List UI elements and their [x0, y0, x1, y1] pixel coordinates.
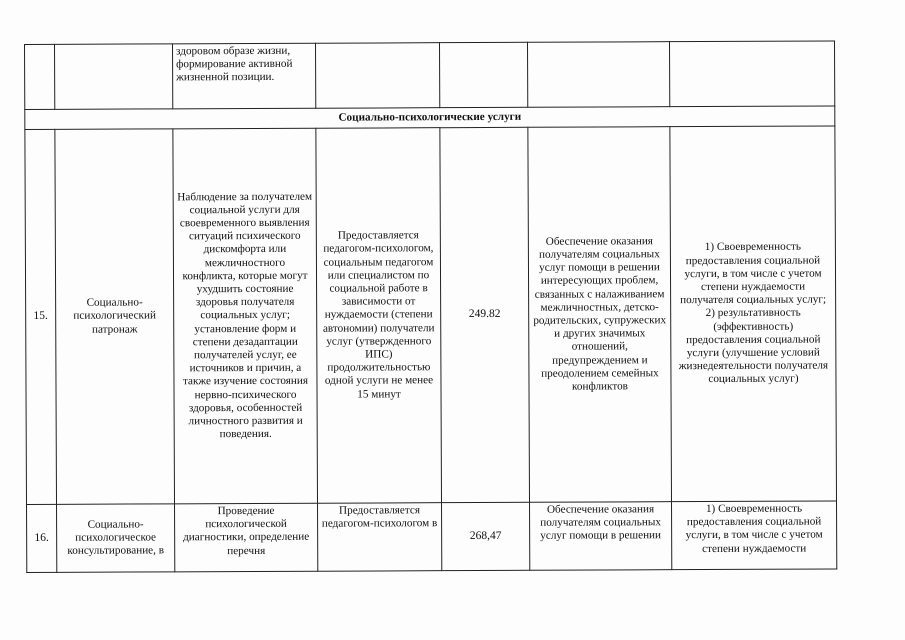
service-indicators: 1) Своевременность предоставления социальной услуги, в том числе с учетом степени нуждаемости получателя социальных услуг; 2) результативность (эффективность) предоставления социальной услуги (улучшение условий жизнедеятельности получателя социальных услуг) — [670, 126, 837, 502]
service-name: Социально-психологический патронаж — [55, 129, 175, 505]
service-results — [527, 42, 669, 108]
service-price — [439, 42, 527, 107]
row-number — [25, 44, 55, 109]
service-price: 249.82 — [440, 127, 530, 502]
row-number: 15. — [25, 129, 57, 504]
service-name: Социально-психологическое консультирование, в — [57, 504, 175, 573]
service-conditions: Предоставляется педагогом-психологом в — [318, 503, 442, 572]
service-name — [55, 44, 173, 110]
section-header: Социально-психологические услуги — [25, 106, 835, 130]
service-conditions — [315, 43, 439, 109]
service-indicators — [669, 41, 834, 107]
service-description: Наблюдение за получателем социальной услуги для своевременного выявления ситуаций психического дискомфорта или межличностного конфликта, которые могут ухудшить состояние здоровья получателя социальных услуг; установление форм и степени дезадаптации получателей услуг, ее источников и причин, а также изучение состояния нервно-психического здоровья, особенностей личностного развития и поведения. — [173, 128, 318, 504]
service-description: Проведение психологической диагностики, определение перечня — [175, 503, 318, 572]
service-results: Обеспечение оказания получателям социальных услуг помощи в решении интересующих проблем, связанных с налаживанием межличностных, детско-родительских, супружеских и других значимых отношений, предупреждением и преодолением семейных конфликтов — [528, 127, 672, 503]
row-number: 16. — [27, 504, 57, 572]
table-row — [25, 126, 837, 505]
service-conditions: Предоставляется педагогом-психологом, социальным педагогом или специалистом по социальной работе в зависимости от нуждаемости (степени автономии) получатели услуг (утвержденного ИПС) продолжительностью одной услуги не менее 15 минут — [316, 128, 442, 504]
service-indicators: 1) Своевременность предоставления социальной услуги, в том числе с учетом степени нуждаемости — [672, 501, 837, 570]
services-table — [24, 40, 837, 573]
service-price: 268,47 — [442, 502, 530, 570]
table-row — [27, 501, 837, 573]
table-row-continuation — [25, 41, 835, 110]
service-results: Обеспечение оказания получателям социальных услуг помощи в решении — [530, 502, 672, 571]
service-description: здоровом образе жизни, формирование активной жизненной позиции. — [173, 43, 316, 109]
